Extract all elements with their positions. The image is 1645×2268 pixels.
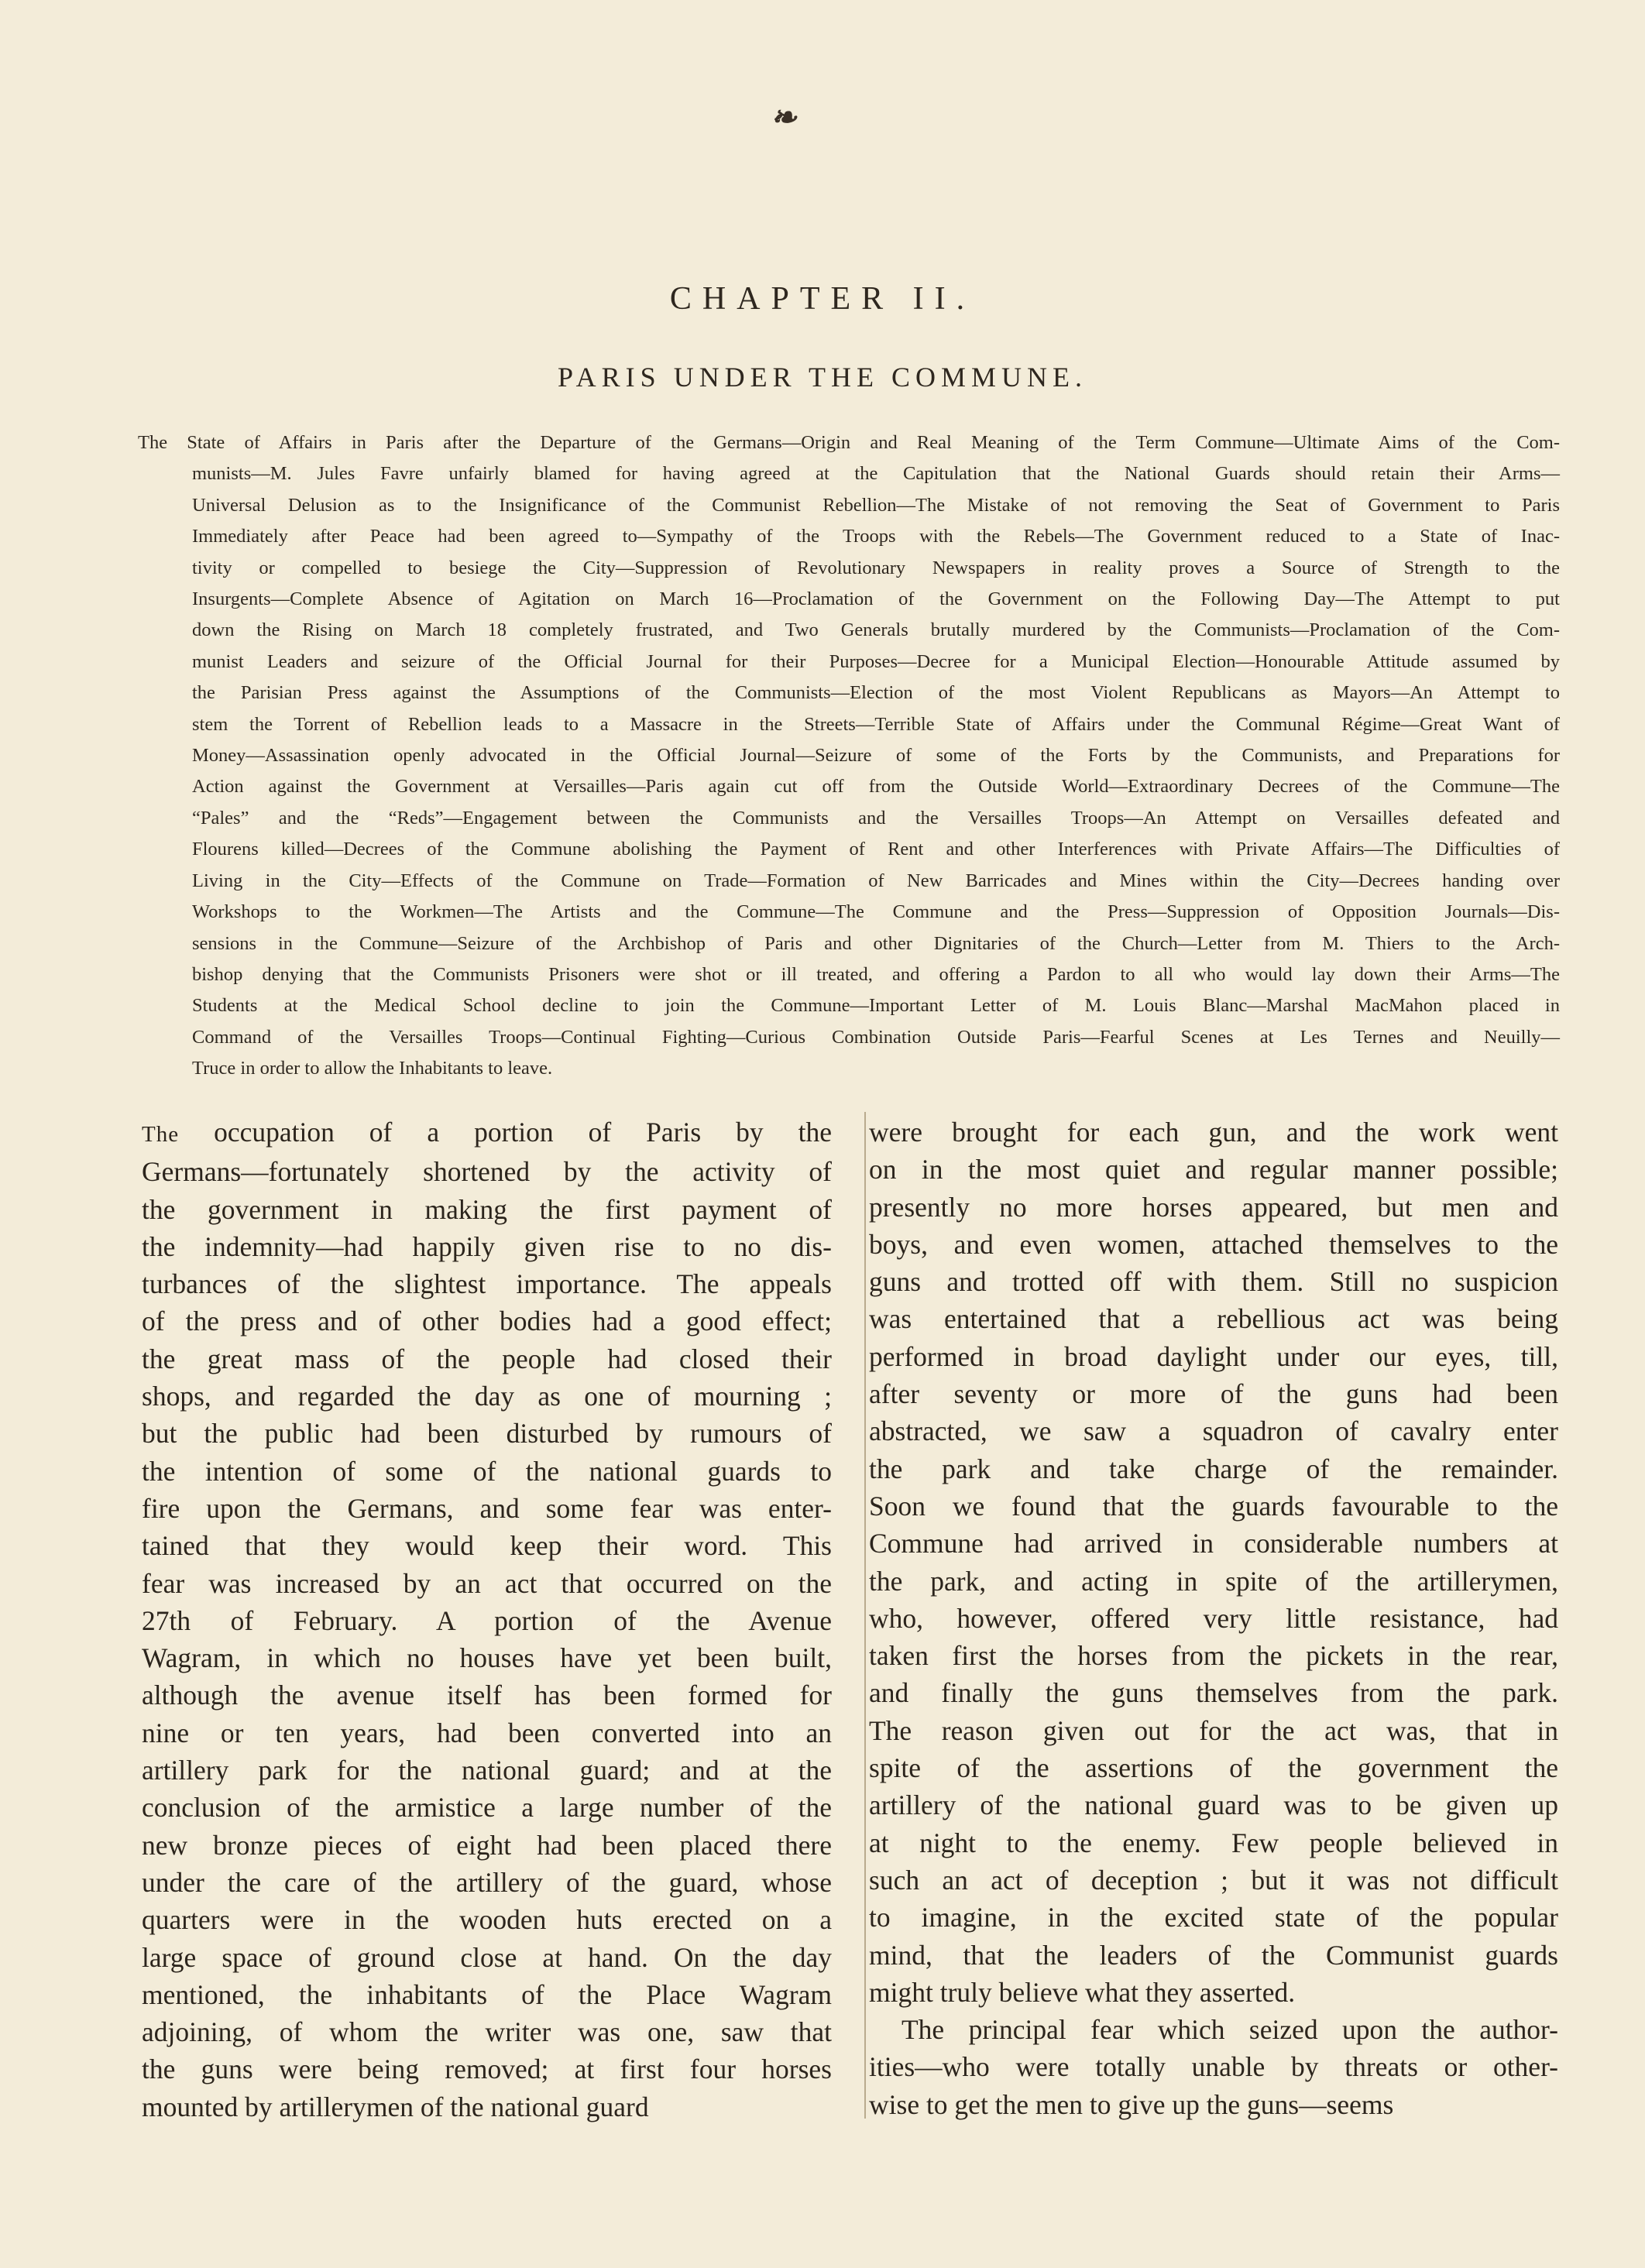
synopsis-line: tivity or compelled to besiege the City—Suppression of Revolutionary Newspapers in reality proves a Source of Strength to the xyxy=(192,557,1560,578)
body-line: presently no more horses appeared, but men and xyxy=(869,1191,1558,1223)
column-divider xyxy=(864,1112,866,2119)
body-line: conclusion of the armistice a large number of the xyxy=(142,1792,832,1824)
body-line: on in the most quiet and regular manner possible; xyxy=(869,1154,1558,1185)
body-line: The principal fear which seized upon the author- xyxy=(901,2014,1558,2046)
body-line: the indemnity—had happily given rise to no dis- xyxy=(142,1230,832,1262)
chapter-heading: CHAPTER II. xyxy=(669,281,976,317)
synopsis-line: bishop denying that the Communists Prisoners were shot or ill treated, and offering a Pardon to all who would lay down their Arms—The xyxy=(192,963,1560,985)
left-column xyxy=(142,1113,832,2126)
body-line: the park and take charge of the remainder. xyxy=(869,1453,1558,1484)
synopsis-line: “Pales” and the “Reds”—Engagement between the Communists and the Versailles Troops—An Attempt on Versailles defeated and xyxy=(192,807,1560,829)
body-line: abstracted, we saw a squadron of cavalry enter xyxy=(869,1415,1558,1447)
synopsis-line: Flourens killed—Decrees of the Commune abolishing the Payment of Rent and other Interferences with Private Affairs—The Difficulties of xyxy=(192,839,1560,860)
body-line: was entertained that a rebellious act was being xyxy=(869,1303,1558,1335)
synopsis-line: stem the Torrent of Rebellion leads to a Massacre in the Streets—Terrible State of Affairs under the Communal Régime—Great Want of xyxy=(192,713,1560,735)
body-line: fear was increased by an act that occurred on the xyxy=(142,1567,832,1599)
body-line: performed in broad daylight under our eyes, till, xyxy=(869,1340,1558,1372)
body-line: ities—who were totally unable by threats or other- xyxy=(869,2051,1558,2083)
body-line: new bronze pieces of eight had been placed there xyxy=(142,1829,832,1861)
body-line xyxy=(142,1113,832,1153)
ornament-mark: ❧ xyxy=(771,100,797,135)
synopsis-line: Money—Assassination openly advocated in the Official Journal—Seizure of some of the Forts by the Communists, and Preparations for xyxy=(192,745,1560,767)
synopsis-line: Insurgents—Complete Absence of Agitation on March 16—Proclamation of the Government on the Following Day—The Attempt to put xyxy=(192,588,1560,610)
body-line: under the care of the artillery of the guard, whose xyxy=(142,1866,832,1898)
body-line: the guns were being removed; at first four horses xyxy=(142,2054,832,2085)
body-line: Commune had arrived in considerable numbers at xyxy=(869,1528,1558,1559)
body-line: The reason given out for the act was, that in xyxy=(869,1714,1558,1746)
body-line: Wagram, in which no houses have yet been built, xyxy=(142,1642,832,1674)
synopsis-line: Immediately after Peace had been agreed to—Sympathy of the Troops with the Rebels—The Government reduced to a State of Inac- xyxy=(192,526,1560,547)
body-line: tained that they would keep their word. This xyxy=(142,1530,832,1562)
body-line: fire upon the Germans, and some fear was enter- xyxy=(142,1492,832,1524)
body-line: who, however, offered very little resistance, had xyxy=(869,1602,1558,1634)
synopsis-line: munists—M. Jules Favre unfairly blamed for having agreed at the Capitulation that the National Guards should retain their Arms— xyxy=(192,463,1560,485)
body-line: shops, and regarded the day as one of mourning ; xyxy=(142,1381,832,1412)
body-line: mounted by artillerymen of the national guard xyxy=(142,2091,649,2122)
body-line: after seventy or more of the guns had been xyxy=(869,1378,1558,1410)
body-line: boys, and even women, attached themselves to the xyxy=(869,1228,1558,1260)
synopsis-line: Action against the Government at Versailles—Paris again cut off from the Outside World—Extraordinary Decrees of the Commune—The xyxy=(192,776,1560,798)
body-line: the intention of some of the national guards to xyxy=(142,1455,832,1487)
chapter-synopsis xyxy=(138,427,1560,1085)
body-line: Germans—fortunately shortened by the activity of xyxy=(142,1156,832,1188)
body-line: to imagine, in the excited state of the popular xyxy=(869,1902,1558,1933)
synopsis-line: munist Leaders and seizure of the Official Journal for their Purposes—Decree for a Municipal Election—Honourable Attitude assumed by xyxy=(192,650,1560,672)
body-line: such an act of deception ; but it was not difficult xyxy=(869,1864,1558,1896)
body-line: 27th of February. A portion of the Avenue xyxy=(142,1604,832,1636)
body-line: guns and trotted off with them. Still no suspicion xyxy=(869,1266,1558,1298)
chapter-title: PARIS UNDER THE COMMUNE. xyxy=(557,362,1088,393)
body-line: at night to the enemy. Few people believed in xyxy=(869,1827,1558,1858)
synopsis-line: down the Rising on March 18 completely frustrated, and Two Generals brutally murdered by the Communists—Proclamation of the Com- xyxy=(192,619,1560,641)
body-line: the government in making the first payment of xyxy=(142,1193,832,1225)
right-column xyxy=(869,1113,1558,2123)
body-line: although the avenue itself has been formed for xyxy=(142,1680,832,1711)
synopsis-line: Students at the Medical School decline to join the Commune—Important Letter of M. Louis Blanc—Marshal MacMahon placed in xyxy=(192,995,1560,1017)
body-line: nine or ten years, had been converted into an xyxy=(142,1717,832,1748)
body-line: large space of ground close at hand. On the day xyxy=(142,1941,832,1973)
body-line: adjoining, of whom the writer was one, saw that xyxy=(142,2016,832,2048)
body-line: quarters were in the wooden huts erected on a xyxy=(142,1904,832,1936)
body-line: the park, and acting in spite of the artillerymen, xyxy=(869,1565,1558,1597)
body-line: mind, that the leaders of the Communist guards xyxy=(869,1939,1558,1971)
body-line: and finally the guns themselves from the park. xyxy=(869,1677,1558,1709)
synopsis-line: Workshops to the Workmen—The Artists and the Commune—The Commune and the Press—Suppression of Opposition Journals—Dis- xyxy=(192,901,1560,923)
body-line: might truly believe what they asserted. xyxy=(869,1976,1296,2008)
synopsis-line: The State of Affairs in Paris after the Departure of the Germans—Origin and Real Meaning of the Term Commune—Ultimate Aims of the Com- xyxy=(138,432,1560,453)
body-line: the great mass of the people had closed their xyxy=(142,1343,832,1374)
synopsis-line: Living in the City—Effects of the Commune on Trade—Formation of New Barricades and Mines within the City—Decrees handing over xyxy=(192,870,1560,891)
body-line: Soon we found that the guards favourable to the xyxy=(869,1490,1558,1522)
body-line: of the press and of other bodies had a good effect; xyxy=(142,1306,832,1337)
drop-word: The xyxy=(142,1122,180,1147)
body-line: but the public had been disturbed by rumours of xyxy=(142,1418,832,1450)
body-line: turbances of the slightest importance. The appeals xyxy=(142,1268,832,1300)
body-line: taken first the horses from the pickets in the rear, xyxy=(869,1640,1558,1672)
synopsis-line: Truce in order to allow the Inhabitants to leave. xyxy=(192,1058,553,1079)
body-line: artillery of the national guard was to be given up xyxy=(869,1789,1558,1821)
synopsis-line: the Parisian Press against the Assumptions of the Communists—Election of the most Violent Republicans as Mayors—An Attempt to xyxy=(192,682,1560,704)
synopsis-line: sensions in the Commune—Seizure of the Archbishop of Paris and other Dignitaries of the Church—Letter from M. Thiers to the Arch- xyxy=(192,932,1560,954)
body-line: wise to get the men to give up the guns—seems xyxy=(869,2088,1394,2120)
body-line: spite of the assertions of the government the xyxy=(869,1752,1558,1784)
first-line-text: occupation of a portion of Paris by the xyxy=(179,1117,832,1148)
synopsis-line: Command of the Versailles Troops—Continual Fighting—Curious Combination Outside Paris—Fearful Scenes at Les Ternes and Neuilly— xyxy=(192,1026,1560,1048)
body-line: mentioned, the inhabitants of the Place Wagram xyxy=(142,1978,832,2010)
synopsis-line: Universal Delusion as to the Insignificance of the Communist Rebellion—The Mistake of not removing the Seat of Government to Paris xyxy=(192,494,1560,516)
body-line: artillery park for the national guard; and at the xyxy=(142,1755,832,1786)
body-line: were brought for each gun, and the work went xyxy=(869,1117,1558,1148)
